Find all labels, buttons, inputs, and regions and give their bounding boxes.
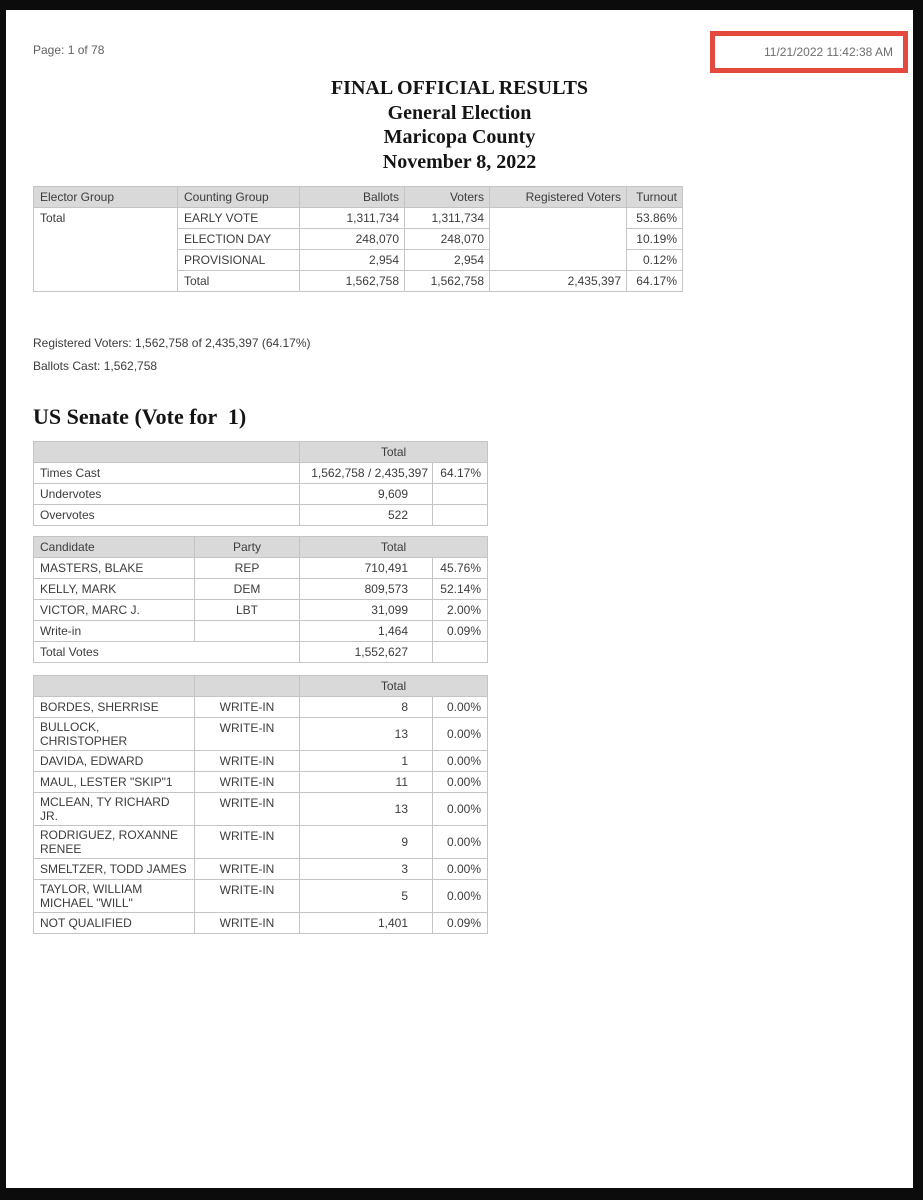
- registered-voters-header: Registered Voters: [490, 187, 627, 208]
- counting-group-header: Counting Group: [178, 187, 300, 208]
- percent-cell: 64.17%: [433, 463, 488, 484]
- registered-voters-summary: Registered Voters: 1,562,758 of 2,435,397 (64.17%): [33, 336, 311, 350]
- candidate-cell: MASTERS, BLAKE: [34, 558, 195, 579]
- table-row: [34, 621, 488, 642]
- candidate-cell: RODRIGUEZ, ROXANNE RENEE: [34, 826, 195, 859]
- total-header: Total: [300, 676, 488, 697]
- value-cell: 11: [300, 772, 433, 793]
- blank-header-cell: [34, 442, 300, 463]
- percent-cell: 0.00%: [433, 859, 488, 880]
- percent-cell: 52.14%: [433, 579, 488, 600]
- times-cast-table: [33, 441, 488, 526]
- table-row: [34, 600, 488, 621]
- value-cell: 1,552,627: [300, 642, 433, 663]
- value-cell: 3: [300, 859, 433, 880]
- title-line-date: November 8, 2022: [382, 150, 537, 173]
- total-votes-row: [34, 642, 488, 663]
- turnout-header: Turnout: [627, 187, 683, 208]
- ballots-header: Ballots: [300, 187, 405, 208]
- counting-group-cell: EARLY VOTE: [178, 208, 300, 229]
- table-row: [34, 913, 488, 934]
- party-cell: WRITE-IN: [195, 772, 300, 793]
- blank-header-cell: [195, 676, 300, 697]
- candidate-cell: MCLEAN, TY RICHARD JR.: [34, 793, 195, 826]
- table-row: [34, 697, 488, 718]
- value-cell: 5: [300, 880, 433, 913]
- table-row: [34, 859, 488, 880]
- title-line-results: FINAL OFFICIAL RESULTS: [330, 77, 589, 99]
- registered-voters-cell: [490, 208, 627, 271]
- page-number-label: Page: 1 of 78: [33, 43, 105, 57]
- ballots-cell: 1,562,758: [300, 271, 405, 292]
- candidate-cell: Write-in: [34, 621, 195, 642]
- voters-cell: 248,070: [405, 229, 490, 250]
- counting-group-cell: Total: [178, 271, 300, 292]
- value-cell: 8: [300, 697, 433, 718]
- percent-cell: [433, 484, 488, 505]
- candidate-cell: VICTOR, MARC J.: [34, 600, 195, 621]
- value-cell: 31,099: [300, 600, 433, 621]
- party-cell: WRITE-IN: [195, 697, 300, 718]
- voters-cell: 1,562,758: [405, 271, 490, 292]
- voters-cell: 2,954: [405, 250, 490, 271]
- percent-cell: [433, 505, 488, 526]
- ballots-cell: 248,070: [300, 229, 405, 250]
- voters-cell: 1,311,734: [405, 208, 490, 229]
- ballots-cell: 2,954: [300, 250, 405, 271]
- total-header: Total: [300, 537, 488, 558]
- table-row: [34, 484, 488, 505]
- candidate-cell: MAUL, LESTER "SKIP"1: [34, 772, 195, 793]
- table-row: [34, 751, 488, 772]
- value-cell: 1: [300, 751, 433, 772]
- row-label-cell: Overvotes: [34, 505, 300, 526]
- row-label-cell: Times Cast: [34, 463, 300, 484]
- row-label-cell: Undervotes: [34, 484, 300, 505]
- party-cell: WRITE-IN: [195, 913, 300, 934]
- percent-cell: 0.00%: [433, 826, 488, 859]
- party-cell: WRITE-IN: [195, 826, 300, 859]
- total-header: Total: [300, 442, 488, 463]
- party-cell: WRITE-IN: [195, 859, 300, 880]
- party-cell: REP: [195, 558, 300, 579]
- registered-voters-cell: 2,435,397: [490, 271, 627, 292]
- value-cell: 522: [300, 505, 433, 526]
- voters-header: Voters: [405, 187, 490, 208]
- percent-cell: 0.00%: [433, 880, 488, 913]
- value-cell: 1,401: [300, 913, 433, 934]
- value-cell: 9: [300, 826, 433, 859]
- percent-cell: 0.00%: [433, 697, 488, 718]
- party-cell: LBT: [195, 600, 300, 621]
- elector-group-cell: Total: [34, 208, 178, 292]
- candidate-cell: TAYLOR, WILLIAM MICHAEL "WILL": [34, 880, 195, 913]
- elector-group-header: Elector Group: [34, 187, 178, 208]
- table-row: [34, 826, 488, 859]
- party-cell: WRITE-IN: [195, 880, 300, 913]
- table-row: [34, 208, 683, 229]
- candidate-header-row: [34, 537, 488, 558]
- percent-cell: 0.09%: [433, 913, 488, 934]
- title-line-election: General Election: [387, 101, 532, 124]
- report-title: [6, 76, 913, 174]
- elector-table-header-row: [34, 187, 683, 208]
- contest-title: US Senate (Vote for 1): [33, 404, 247, 429]
- value-cell: 1,464: [300, 621, 433, 642]
- table-row: [34, 772, 488, 793]
- percent-cell: 0.09%: [433, 621, 488, 642]
- candidate-cell: KELLY, MARK: [34, 579, 195, 600]
- report-page: [6, 10, 913, 1188]
- candidate-cell: BULLOCK, CHRISTOPHER: [34, 718, 195, 751]
- total-votes-label-cell: Total Votes: [34, 642, 300, 663]
- percent-cell: 45.76%: [433, 558, 488, 579]
- party-cell: WRITE-IN: [195, 718, 300, 751]
- candidate-cell: SMELTZER, TODD JAMES: [34, 859, 195, 880]
- counting-group-cell: PROVISIONAL: [178, 250, 300, 271]
- party-cell: WRITE-IN: [195, 793, 300, 826]
- table-row: [34, 793, 488, 826]
- table-row: [34, 718, 488, 751]
- percent-cell: 0.00%: [433, 772, 488, 793]
- table-row: [34, 880, 488, 913]
- ballots-cell: 1,311,734: [300, 208, 405, 229]
- percent-cell: 2.00%: [433, 600, 488, 621]
- counting-group-cell: ELECTION DAY: [178, 229, 300, 250]
- writein-results-table: [33, 675, 488, 934]
- value-cell: 809,573: [300, 579, 433, 600]
- turnout-cell: 0.12%: [627, 250, 683, 271]
- value-cell: 710,491: [300, 558, 433, 579]
- party-cell: WRITE-IN: [195, 751, 300, 772]
- title-line-county: Maricopa County: [383, 126, 536, 148]
- turnout-cell: 10.19%: [627, 229, 683, 250]
- times-cast-header-row: [34, 442, 488, 463]
- value-cell: 13: [300, 718, 433, 751]
- elector-group-table: [33, 186, 683, 292]
- value-cell: 1,562,758 / 2,435,397: [300, 463, 433, 484]
- timestamp-highlight-box: [710, 31, 908, 73]
- percent-cell: 0.00%: [433, 718, 488, 751]
- candidate-results-table: [33, 536, 488, 663]
- blank-header-cell: [34, 676, 195, 697]
- turnout-cell: 64.17%: [627, 271, 683, 292]
- ballots-cast-summary: Ballots Cast: 1,562,758: [33, 359, 158, 373]
- turnout-cell: 53.86%: [627, 208, 683, 229]
- party-cell: DEM: [195, 579, 300, 600]
- report-timestamp: 11/21/2022 11:42:38 AM: [764, 45, 893, 59]
- table-row: [34, 463, 488, 484]
- percent-cell: [433, 642, 488, 663]
- value-cell: 9,609: [300, 484, 433, 505]
- percent-cell: 0.00%: [433, 751, 488, 772]
- party-header: Party: [195, 537, 300, 558]
- table-row: [34, 558, 488, 579]
- value-cell: 13: [300, 793, 433, 826]
- table-row: [34, 579, 488, 600]
- candidate-header: Candidate: [34, 537, 195, 558]
- table-row: [34, 505, 488, 526]
- candidate-cell: NOT QUALIFIED: [34, 913, 195, 934]
- party-cell: [195, 621, 300, 642]
- percent-cell: 0.00%: [433, 793, 488, 826]
- candidate-cell: DAVIDA, EDWARD: [34, 751, 195, 772]
- candidate-cell: BORDES, SHERRISE: [34, 697, 195, 718]
- writein-header-row: [34, 676, 488, 697]
